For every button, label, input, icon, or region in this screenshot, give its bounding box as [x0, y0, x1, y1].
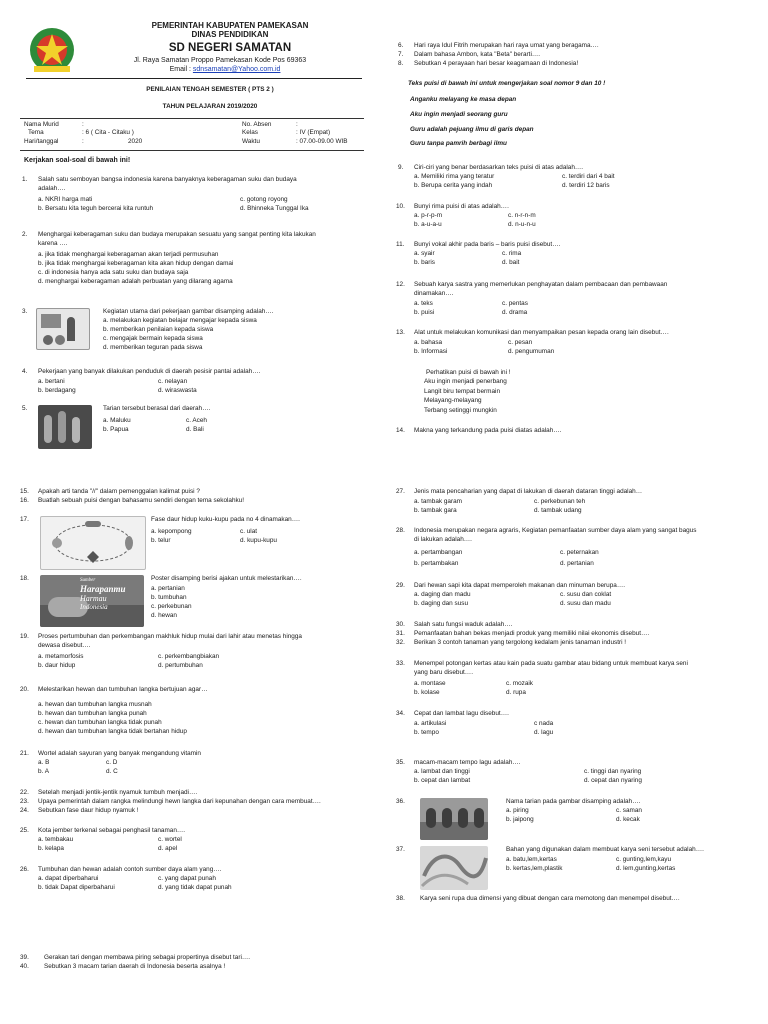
question-text: Fase daur hidup kuku-kupu pada no 4 dinamakan…. [151, 516, 300, 523]
question-text: Indonesia merupakan negara agraris, Kegiatan pemanfaatan sumber daya alam yang sangat bagus [414, 527, 697, 534]
option-a[interactable]: a. montase [414, 680, 446, 687]
question-9: 9. Ciri-ciri yang benar berdasarkan teks puisi di atas adalah…. a. Memiliki rima yang teratur b. Berupa cerita yang indah c. terdiri dari 4 bait d. terdiri 12 baris [398, 164, 615, 189]
info-top-rule [20, 118, 364, 119]
question-text: Salah satu fungsi waduk adalah…. [414, 621, 513, 628]
email-link[interactable]: sdnsamatan@Yahoo.com.id [192, 66, 281, 73]
option-a[interactable]: a. melakukan kegiatan belajar mengajar kepada siswa [103, 317, 257, 324]
classroom-image [36, 308, 90, 350]
question-text-cont: yang baru disebut…. [414, 669, 473, 676]
option-b[interactable]: b. tumbuhan [151, 594, 187, 601]
question-text: Bahan yang digunakan dalam membuat karya seni tersebut adalah…. [506, 846, 704, 853]
question-text: Melestarikan hewan dan tumbuhan langka bertujuan agar… [38, 686, 208, 693]
question-text: Bunyi rima puisi di atas adalah…. [414, 203, 509, 210]
question-34: 34. Cepat dan lambat lagu disebut…. a. artikulasi b. tempo c nada d. lagu [396, 710, 554, 736]
option-b[interactable]: b. kelapa [38, 845, 64, 852]
question-13: 13. Alat untuk melakukan komunikasi dan menyampaikan pesan kepada orang lain disebut…. a. bahasa b. Informasi c. pesan d. pengumuman [396, 329, 669, 355]
option-c[interactable]: c. Aceh [186, 417, 207, 424]
option-a[interactable]: a. syair [414, 250, 435, 257]
option-c[interactable]: c. rima [502, 250, 522, 257]
option-c[interactable]: c. susu dan coklat [560, 591, 612, 598]
question-text: Jenis mata pencaharian yang dapat di lakukan di daerah dataran tinggi adalah… [414, 488, 643, 495]
option-b[interactable]: b. a-u-a-u [414, 221, 442, 228]
dance-image [420, 798, 488, 840]
option-a[interactable]: a. kepompong [151, 528, 192, 535]
option-c[interactable]: c nada [534, 720, 554, 727]
question-5 [22, 405, 372, 455]
question-text: Menempel potongan kertas atau kain pada suatu gambar atau bidang untuk membuat karya seni [414, 660, 688, 667]
question-text: Sebutkan 3 macam tarian daerah di Indonesia beserta asalnya ! [44, 963, 226, 970]
question-text: Berikan 3 contoh tanaman yang tergolong kedalam jenis tanaman industri ! [414, 639, 627, 646]
option-b[interactable]: b. memberikan penilaian kepada siswa [103, 326, 214, 333]
question-11: 11. Bunyi vokal akhir pada baris – baris puisi disebut…. a. syair b. baris c. rima d. bait [396, 241, 561, 266]
question-text: Dari hewan sapi kita dapat memperoleh makanan dan minuman berupa…. [414, 582, 626, 589]
question-text: Tumbuhan dan hewan adalah contoh sumber daya alam yang…. [38, 866, 222, 873]
header-divider [26, 78, 362, 79]
header-line-1: PEMERINTAH KABUPATEN PAMEKASAN [151, 21, 309, 30]
option-b[interactable]: b. Informasi [414, 348, 448, 355]
option-a[interactable]: a. lambat dan tinggi [414, 768, 470, 775]
question-text: macam-macam tempo lagu adalah…. [414, 759, 521, 766]
option-b[interactable]: b. kertas,lem,plastik [506, 865, 563, 872]
tiger-poster-image [40, 575, 144, 627]
option-a[interactable]: a. Maluku [103, 417, 131, 424]
label-absen: No. Absen [242, 121, 272, 128]
option-a[interactable]: a. p-r-p-m [414, 212, 443, 219]
question-text: Upaya pemerintah dalam rangka melindungi hewn langka dari kepunahan dengan cara membuat…. [38, 798, 321, 805]
label-tema: Tema [28, 129, 44, 136]
question-text: Salah satu semboyan bangsa indonesia karena banyaknya keberagaman suku dan budaya [38, 176, 297, 183]
option-a[interactable]: a. tambak garam [414, 498, 462, 505]
question-text: Pemanfaatan bahan bekas menjadi produk yang memiliki nilai ekonomis disebut…. [414, 630, 650, 637]
instruction: Kerjakan soal-soal di bawah ini! [24, 157, 131, 164]
exam-title: PENILAIAN TENGAH SEMESTER ( PTS 2 ) [146, 86, 274, 93]
batik-artwork-image [420, 846, 488, 890]
question-text: Wortel adalah sayuran yang banyak mengandung vitamin [38, 750, 201, 757]
poem2-line-3: Langit biru tempat bermain [424, 388, 501, 395]
question-text: Proses pertumbuhan dan perkembangan makhluk hidup mulai dari lahir atau menetas hingga [38, 633, 302, 640]
question-text: Poster disamping berisi ajakan untuk melestarikan…. [151, 575, 302, 582]
poster-text-4: Indonesia [80, 603, 108, 611]
option-a[interactable]: a. tembakau [38, 836, 74, 843]
poem2-line-5: Terbang setinggi mungkin [424, 407, 497, 414]
question-2 [22, 231, 372, 297]
poem-line-3: Guru adalah pejuang ilmu di garis depan [410, 126, 534, 133]
school-crest-logo [26, 22, 78, 76]
option-c[interactable]: c. gunting,lem,kayu [616, 856, 672, 863]
email-label: Email : [169, 66, 193, 73]
info-bottom-rule [20, 150, 364, 151]
question-text: Hari raya Idul Fitrih merupakan hari raya umat yang beragama…. [414, 42, 599, 49]
question-17: 17. Fase daur hidup kuku-kupu pada no 4 dinamakan…. a. kepompong b. telur c. ulat d. kupu-kupu [20, 516, 380, 572]
question-text-cont: dewasa disebut…. [38, 642, 91, 649]
sep-hari: : [82, 138, 84, 145]
option-d[interactable]: d. cepat dan nyaring [584, 777, 642, 784]
option-d[interactable]: d. susu dan madu [560, 600, 611, 607]
option-c[interactable]: c. yang dapat punah [158, 875, 216, 882]
question-1 [22, 176, 372, 220]
option-a[interactable]: a. piring [506, 807, 529, 814]
option-d[interactable]: d. memberikan teguran pada siswa [103, 344, 203, 351]
poster-text-1: Sumber [80, 578, 96, 583]
option-d[interactable]: d. yang tidak dapat punah [158, 884, 232, 891]
option-d[interactable]: d. Bhinneka Tunggal Ika [240, 205, 309, 212]
option-d[interactable]: d. n-u-n-u [508, 221, 536, 228]
label-waktu: Waktu [242, 138, 260, 145]
option-c[interactable]: c. perkembangbiakan [158, 653, 220, 660]
option-c[interactable]: c. hewan dan tumbuhan langka tidak punah [38, 719, 162, 726]
option-d[interactable]: d. kupu-kupu [240, 537, 277, 544]
question-text: Setelah menjadi jentik-jentik nyamuk tumbuh menjadi…. [38, 789, 198, 796]
question-10: 10. Bunyi rima puisi di atas adalah…. a. p-r-p-m b. a-u-a-u c. n-r-n-m d. n-u-n-u [396, 203, 536, 228]
poem-intro: Teks puisi di bawah ini untuk mengerjakan soal nomor 9 dan 10 ! [408, 80, 606, 87]
option-a[interactable]: a. batu,lem,kertas [506, 856, 557, 863]
question-3 [22, 308, 372, 360]
option-a[interactable]: a. dapat diperbaharui [38, 875, 99, 882]
option-c[interactable]: c. di indonesia hanya ada satu suku dan budaya saja [38, 269, 189, 276]
option-a[interactable]: a. pertambangan [414, 549, 463, 556]
option-d[interactable]: d. pengumuman [508, 348, 555, 355]
question-19: 19. Proses pertumbuhan dan perkembangan makhluk hidup mulai dari lahir atau menetas hingga dewasa disebut…. a. metamorfosis b. daur hidup c. perkembangbiakan d. pertumbuhan [20, 633, 380, 675]
option-d[interactable]: d. hewan dan tumbuhan langka tidak bertahan hidup [38, 728, 187, 735]
question-text: Alat untuk melakukan komunikasi dan menyampaikan pesan kepada orang lain disebut…. [414, 329, 669, 336]
option-c[interactable]: c. wortel [158, 836, 182, 843]
option-c[interactable]: c. nelayan [158, 378, 188, 385]
question-number: 5. [22, 405, 28, 412]
option-d[interactable]: d. rupa [506, 689, 526, 696]
option-b[interactable]: b. Papua [103, 426, 129, 433]
option-b[interactable]: b. jika tidak menghargai keberagaman kita akan hidup dengan damai [38, 260, 234, 267]
question-text: Makna yang terkandung pada puisi diatas adalah…. [414, 427, 562, 434]
option-c[interactable]: c. perkebunan [151, 603, 192, 610]
label-nama: Nama Murid [24, 121, 59, 128]
poem-line-1: Anganku melayang ke masa depan [410, 96, 517, 103]
option-c[interactable]: c. ulat [240, 528, 258, 535]
question-4 [22, 368, 372, 398]
value-absen[interactable]: : [296, 121, 298, 128]
option-d[interactable]: d. wiraswasta [158, 387, 197, 394]
option-d[interactable]: d. Bali [186, 426, 204, 433]
question-text: Kota jember terkenal sebagai penghasil tanaman…. [38, 827, 186, 834]
label-kelas: Kelas [242, 129, 258, 136]
option-d[interactable]: d. bait [502, 259, 520, 266]
value-nama[interactable]: : [82, 121, 84, 128]
value-kelas: : IV (Empat) [296, 129, 331, 136]
option-c[interactable]: c. n-r-n-m [508, 212, 536, 219]
option-b[interactable]: b. A [38, 768, 50, 775]
question-text: Tarian tersebut berasal dari daerah…. [103, 405, 211, 412]
question-text: Ciri-ciri yang benar berdasarkan teks puisi di atas adalah…. [414, 164, 584, 171]
option-c[interactable]: c. mozaik [506, 680, 533, 687]
question-text-cont: di lakukan adalah…. [414, 536, 472, 543]
option-b[interactable]: b. Bersatu kita teguh bercerai kita runtuh [38, 205, 154, 212]
option-d[interactable]: d. terdiri 12 baris [562, 182, 610, 189]
option-b[interactable]: b. puisi [414, 309, 435, 316]
question-number: 2. [22, 231, 28, 238]
question-number: 1. [22, 176, 28, 183]
option-b[interactable]: b. hewan dan tumbuhan langka punah [38, 710, 147, 717]
option-b[interactable]: b. daging dan susu [414, 600, 469, 607]
question-text: Karya seni rupa dua dimensi yang dibuat dengan cara memotong dan menempel disebut…. [420, 895, 680, 902]
question-text: Dalam bahasa Ambon, kata "Beta" berarti…. [414, 51, 541, 58]
question-text: Buatlah sebuah puisi dengan bahasamu sendiri dengan tema sekolahku! [38, 497, 245, 504]
option-c[interactable]: c. tinggi dan nyaring [584, 768, 642, 775]
question-text-cont: adalah…. [38, 185, 66, 192]
option-c[interactable]: c. mengajak bermain kepada siswa [103, 335, 203, 342]
poem2-line-1: Perhatikan puisi di bawah ini ! [426, 369, 511, 376]
option-b[interactable]: b. tempo [414, 729, 439, 736]
value-tema: : 6 ( Cita - Citaku ) [82, 129, 134, 136]
option-d[interactable]: d. drama [502, 309, 528, 316]
option-b[interactable]: b. berdagang [38, 387, 76, 394]
option-a[interactable]: a. teks [414, 300, 433, 307]
poem2-line-2: Aku ingin menjadi penerbang [424, 378, 507, 385]
poem-line-4: Guru tanpa pamrih berbagi ilmu [410, 140, 507, 147]
option-d[interactable]: d. lem,gunting,kertas [616, 865, 676, 872]
question-12: 12. Sebuah karya sastra yang memerlukan penghayatan dalam pembacaan dan pembawaan dinamakan…. a. teks b. puisi c. pentas d. drama [396, 281, 668, 316]
option-b[interactable]: b. daur hidup [38, 662, 76, 669]
question-29: 29. Dari hewan sapi kita dapat memperoleh makanan dan minuman berupa…. a. daging dan madu b. daging dan susu c. susu dan coklat d. susu dan madu [396, 582, 626, 607]
option-c[interactable]: c. D [106, 759, 118, 766]
question-28: 28. Indonesia merupakan negara agraris, Kegiatan pemanfaatan sumber daya alam yang sangat bagus di lakukan adalah…. a. pertambangan b. pertambakan c. peternakan d. pertanian [396, 527, 697, 567]
question-text-cont: dinamakan…. [414, 290, 454, 297]
option-b[interactable]: b. telur [151, 537, 171, 544]
option-a[interactable]: a. daging dan madu [414, 591, 471, 598]
option-a[interactable]: a. metamorfosis [38, 653, 84, 660]
question-text: Sebutkan fase daur hidup nyamuk ! [38, 807, 139, 814]
question-text: Pekerjaan yang banyak dilakukan penduduk di daerah pesisir pantai adalah…. [38, 368, 261, 375]
option-b[interactable]: b. Berupa cerita yang indah [414, 182, 493, 189]
question-21: 21. Wortel adalah sayuran yang banyak mengandung vitamin a. B b. A c. D d. C [20, 750, 201, 775]
exam-year: TAHUN PELAJARAN 2019/2020 [162, 103, 258, 110]
question-number: 4. [22, 368, 28, 375]
header-line-2: DINAS PENDIDIKAN [191, 30, 269, 39]
question-33: 33. Menempel potongan kertas atau kain pada suatu gambar atau bidang untuk membuat karya seni yang baru disebut…. a. montase b. kolase c. mozaik d. rupa [396, 660, 688, 696]
option-d[interactable]: d. kecak [616, 816, 640, 823]
option-a[interactable]: a. artikulasi [414, 720, 447, 727]
question-20: 20. Melestarikan hewan dan tumbuhan langka bertujuan agar… a. hewan dan tumbuhan langka musnah b. hewan dan tumbuhan langka punah c. hewan dan tumbuhan langka tidak punah d. hewan dan tumbuhan langka tidak bertahan hidup [20, 686, 208, 735]
question-26: 26. Tumbuhan dan hewan adalah contoh sumber daya alam yang…. a. dapat diperbaharui b. tidak Dapat diperbaharui c. yang dapat punah d. yang tidak dapat punah [20, 866, 232, 891]
school-address: Jl. Raya Samatan Proppo Pamekasan Kode Pos 69363 [133, 57, 307, 64]
option-b[interactable]: b. cepat dan lambat [414, 777, 471, 784]
option-c[interactable]: c. perkebunan teh [534, 498, 586, 505]
poster-text-2: Harapanmu [80, 584, 126, 594]
question-number: 3. [22, 308, 28, 315]
option-b[interactable]: b. kolase [414, 689, 440, 696]
option-b[interactable]: b. pertambakan [414, 560, 459, 567]
question-35: 35. macam-macam tempo lagu adalah…. a. lambat dan tinggi b. cepat dan lambat c. tinggi dan nyaring d. cepat dan nyaring [396, 759, 642, 784]
option-b[interactable]: b. baris [414, 259, 435, 266]
question-27: 27. Jenis mata pencaharian yang dapat di lakukan di daerah dataran tinggi adalah… a. tambak garam b. tambak gara c. perkebunan teh d. tambak udang [396, 488, 643, 514]
option-d[interactable]: d. pertanian [560, 560, 594, 567]
question-text: Sebuah karya sastra yang memerlukan penghayatan dalam pembacaan dan pembawaan [414, 281, 668, 288]
option-c[interactable]: c. terdiri dari 4 bait [562, 173, 615, 180]
butterfly-lifecycle-image [40, 516, 146, 570]
option-d[interactable]: d. C [106, 768, 118, 775]
poster-text-3: Harmau [80, 594, 107, 603]
question-text: Nama tarian pada gambar disamping adalah…. [506, 798, 641, 805]
option-a[interactable]: a. jika tidak menghargai keberagaman akan terjadi permusuhan [38, 251, 219, 258]
option-d[interactable]: d. menghargai keberagaman adalah perbuatan yang dilarang agama [38, 278, 233, 285]
question-text: Cepat dan lambat lagu disebut…. [414, 710, 509, 717]
option-b[interactable]: b. tambak gara [414, 507, 457, 514]
option-a[interactable]: a. bahasa [414, 339, 443, 346]
option-a[interactable]: a. NKRI harga mati [38, 196, 93, 203]
option-b[interactable]: b. tidak Dapat diperbaharui [38, 884, 115, 891]
school-email-line [100, 66, 350, 74]
question-text: Gerakan tari dengan membawa piring sebagai propertinya disebut tari…. [44, 954, 251, 961]
option-c[interactable]: c. pentas [502, 300, 528, 307]
question-text: Apakah arti tanda "//" dalam pemenggalan kalimat puisi ? [38, 488, 200, 495]
question-36: 36. Nama tarian pada gambar disamping adalah…. a. piring b. jaipong c. saman d. kecak [396, 798, 760, 842]
option-d[interactable]: d. apel [158, 845, 178, 852]
option-d[interactable]: d. pertumbuhan [158, 662, 203, 669]
option-d[interactable]: d. tambak udang [534, 507, 582, 514]
question-text: Menghargai keberagaman suku dan budaya merupakan sesuatu yang sangat penting kita lakukan [38, 231, 316, 238]
question-text: Kegiatan utama dari pekerjaan gambar disamping adalah…. [103, 308, 274, 315]
value-waktu: : 07.00-09.00 WIB [296, 138, 348, 145]
question-text: Bunyi vokal akhir pada baris – baris puisi disebut…. [414, 241, 561, 248]
option-c[interactable]: c. saman [616, 807, 642, 814]
question-37: 37. Bahan yang digunakan dalam membuat karya seni tersebut adalah…. a. batu,lem,kertas b. kertas,lem,plastik c. gunting,lem,kayu d. lem,gunting,kertas [396, 846, 760, 892]
option-a[interactable]: a. pertanian [151, 585, 185, 592]
question-25: 25. Kota jember terkenal sebagai penghasil tanaman…. a. tembakau b. kelapa c. wortel d. apel [20, 827, 186, 852]
school-name: SD NEGERI SAMATAN [168, 42, 292, 54]
question-text: Sebutkan 4 perayaan hari besar keagamaan di Indonesia! [414, 60, 579, 67]
option-d[interactable]: d. lagu [534, 729, 554, 736]
option-c[interactable]: c. pesan [508, 339, 533, 346]
label-hari: Hari/tanggal [24, 138, 59, 145]
option-c[interactable]: c. gotong royong [240, 196, 288, 203]
question-text-cont: karena …. [38, 240, 68, 247]
poem2-line-4: Melayang-melayang [424, 397, 482, 404]
option-a[interactable]: a. hewan dan tumbuhan langka musnah [38, 701, 152, 708]
option-a[interactable]: a. bertani [38, 378, 65, 385]
option-b[interactable]: b. jaipong [506, 816, 534, 823]
dancers-image [38, 405, 92, 449]
poem-line-2: Aku ingin menjadi seorang guru [410, 111, 508, 118]
option-a[interactable]: a. Memiliki rima yang teratur [414, 173, 495, 180]
option-c[interactable]: c. peternakan [560, 549, 599, 556]
value-hari[interactable]: 2020 [128, 138, 143, 145]
option-d[interactable]: d. hewan [151, 612, 177, 619]
question-18: 18. Sumber Harapanmu Harmau Indonesia Poster disamping berisi ajakan untuk melestarikan…. a. pertanian b. tumbuhan c. perkebunan d. hewan [20, 575, 380, 629]
option-a[interactable]: a. B [38, 759, 50, 766]
